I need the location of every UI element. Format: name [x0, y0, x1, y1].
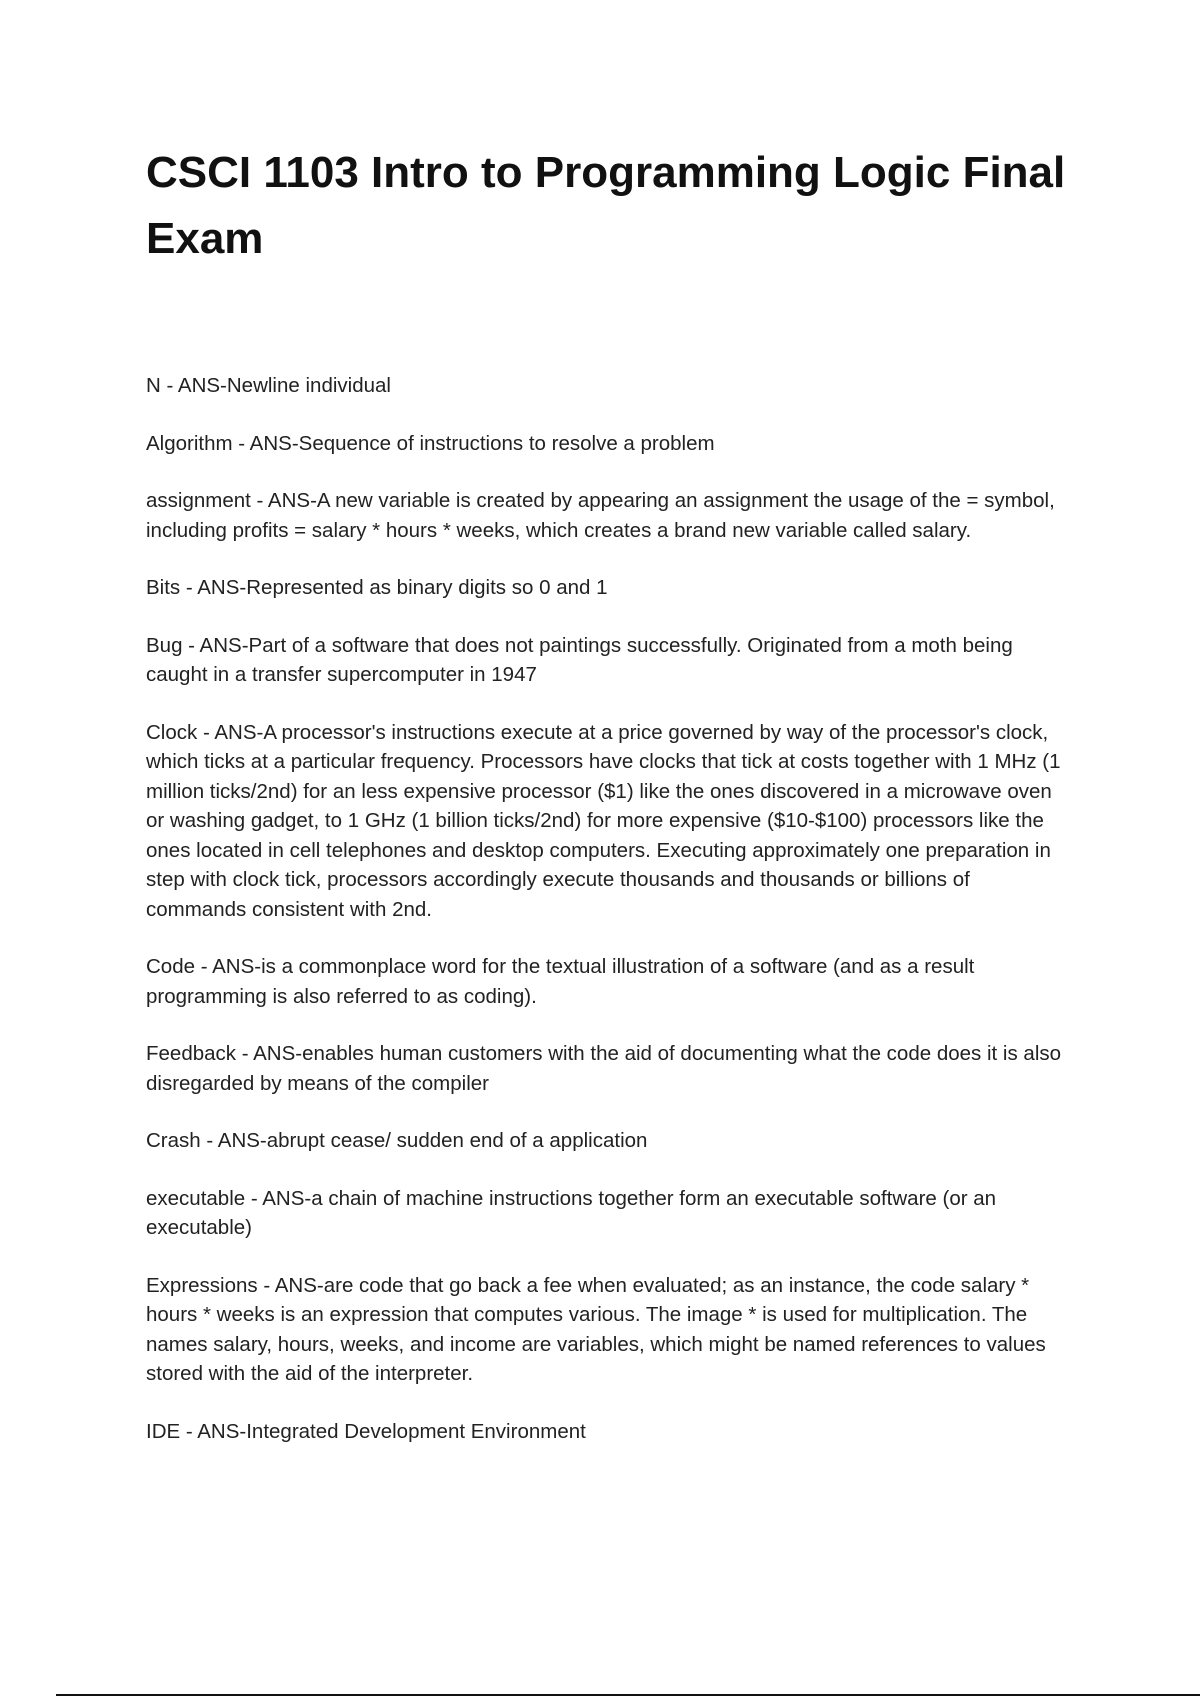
- entry-bits: Bits - ANS-Represented as binary digits so 0 and 1: [146, 576, 608, 599]
- entry-executable: executable - ANS-a chain of machine instructions together form an executable software (or an executable): [146, 1186, 997, 1239]
- document-title: CSCI 1103 Intro to Programming Logic Final Exam: [146, 148, 1066, 263]
- entry-feedback: Feedback - ANS-enables human customers with the aid of documenting what the code does it is also disregarded by means of the compiler: [146, 1042, 1062, 1095]
- entry-clock: Clock - ANS-A processor's instructions execute at a price governed by way of the processor's clock, which ticks at a particular frequency. Processors have clocks that tick at costs together with 1 MHz (1 million ticks/2nd) for an less expensive processor ($1) like the ones discovered in a microwave oven or washing gadget, to 1 GHz (1 billion ticks/2nd) for more expensive ($10-$100) processors like the ones located in cell telephones and desktop computers. Executing approximately one preparation in step with clock tick, processors accordingly execute thousands and thousands or billions of commands consistent with 2nd.: [146, 720, 1061, 921]
- page-bottom-divider: [56, 1694, 1200, 1696]
- entry-ide: IDE - ANS-Integrated Development Environment: [146, 1419, 586, 1443]
- entry-crash: Crash - ANS-abrupt cease/ sudden end of a application: [146, 1129, 648, 1152]
- entry-code: Code - ANS-is a commonplace word for the textual illustration of a software (and as a result programming is also referred to as coding).: [146, 955, 975, 1008]
- entry-assignment: assignment - ANS-A new variable is created by appearing an assignment the usage of the = symbol, including profits = salary * hours * weeks, which creates a brand new variable called salary.: [146, 489, 1055, 542]
- entry-newline: N - ANS-Newline individual: [146, 374, 391, 397]
- entry-list: [146, 371, 1066, 1474]
- entry-algorithm: Algorithm - ANS-Sequence of instructions to resolve a problem: [146, 431, 715, 455]
- entry-expressions: Expressions - ANS-are code that go back a fee when evaluated; as an instance, the code salary * hours * weeks is an expression that computes various. The image * is used for multiplication. The names salary, hours, weeks, and income are variables, which might be named references to values stored with the aid of the interpreter.: [146, 1273, 1046, 1385]
- entry-bug: Bug - ANS-Part of a software that does not paintings successfully. Originated from a moth being caught in a transfer supercomputer in 1947: [146, 633, 1013, 686]
